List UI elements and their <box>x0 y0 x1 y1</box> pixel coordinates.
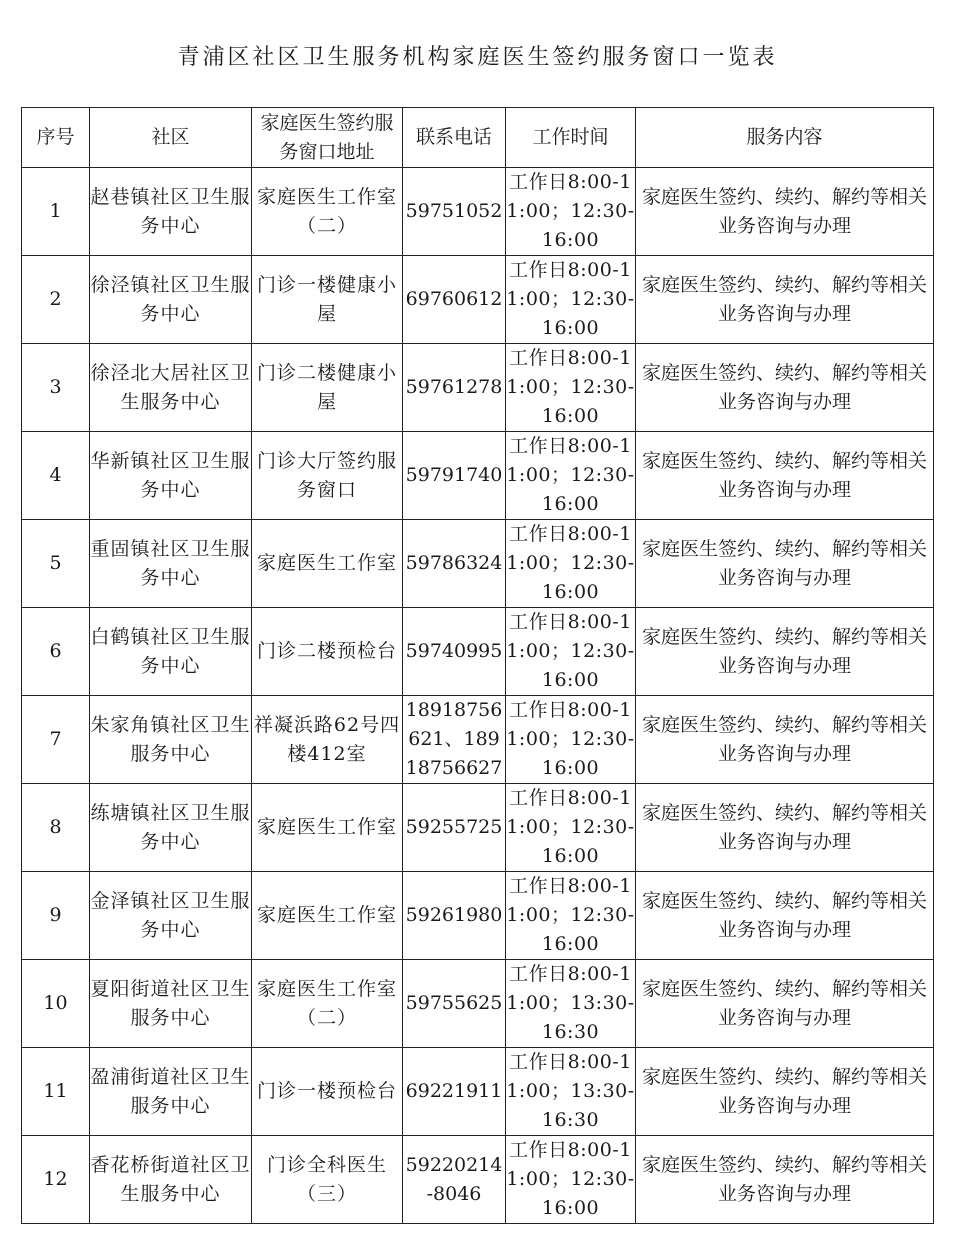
table-row <box>22 168 934 256</box>
row-community: 盈浦街道社区卫生服务中心 <box>90 1048 252 1136</box>
row-number: 4 <box>22 432 90 520</box>
row-phone: 18918756621、18918756627 <box>403 696 506 784</box>
row-community: 金泽镇社区卫生服务中心 <box>90 872 252 960</box>
row-number: 3 <box>22 344 90 432</box>
row-number: 10 <box>22 960 90 1048</box>
row-hours: 工作日8:00-11:00；12:30-16:00 <box>506 784 636 872</box>
table-row <box>22 344 934 432</box>
row-hours: 工作日8:00-11:00；13:30-16:30 <box>506 1048 636 1136</box>
row-address: 家庭医生工作室 <box>252 784 403 872</box>
row-hours: 工作日8:00-11:00；12:30-16:00 <box>506 696 636 784</box>
table-row <box>22 608 934 696</box>
row-number: 2 <box>22 256 90 344</box>
service-window-table <box>21 107 934 1224</box>
row-phone: 59755625 <box>403 960 506 1048</box>
row-hours: 工作日8:00-11:00；12:30-16:00 <box>506 520 636 608</box>
table-row <box>22 432 934 520</box>
row-hours: 工作日8:00-11:00；12:30-16:00 <box>506 872 636 960</box>
table-row <box>22 1048 934 1136</box>
row-address: 家庭医生工作室 <box>252 520 403 608</box>
row-address: 家庭医生工作室 <box>252 872 403 960</box>
table-header-row <box>22 108 934 168</box>
row-hours: 工作日8:00-11:00；12:30-16:00 <box>506 1136 636 1224</box>
row-service: 家庭医生签约、续约、解约等相关业务咨询与办理 <box>636 344 934 432</box>
row-address: 家庭医生工作室（二） <box>252 960 403 1048</box>
row-phone: 59261980 <box>403 872 506 960</box>
row-address: 门诊二楼健康小屋 <box>252 344 403 432</box>
page-title: 青浦区社区卫生服务机构家庭医生签约服务窗口一览表 <box>177 45 778 70</box>
row-service: 家庭医生签约、续约、解约等相关业务咨询与办理 <box>636 168 934 256</box>
row-hours: 工作日8:00-11:00；12:30-16:00 <box>506 344 636 432</box>
row-address: 祥凝浜路62号四楼412室 <box>252 696 403 784</box>
row-service: 家庭医生签约、续约、解约等相关业务咨询与办理 <box>636 1048 934 1136</box>
row-number: 12 <box>22 1136 90 1224</box>
row-community: 重固镇社区卫生服务中心 <box>90 520 252 608</box>
header-hours: 工作时间 <box>506 108 636 168</box>
row-address: 门诊大厅签约服务窗口 <box>252 432 403 520</box>
row-community: 练塘镇社区卫生服务中心 <box>90 784 252 872</box>
row-number: 9 <box>22 872 90 960</box>
row-service: 家庭医生签约、续约、解约等相关业务咨询与办理 <box>636 1136 934 1224</box>
row-community: 徐泾北大居社区卫生服务中心 <box>90 344 252 432</box>
row-service: 家庭医生签约、续约、解约等相关业务咨询与办理 <box>636 960 934 1048</box>
table-row <box>22 872 934 960</box>
table-row <box>22 256 934 344</box>
row-phone: 59740995 <box>403 608 506 696</box>
row-address: 家庭医生工作室（二） <box>252 168 403 256</box>
row-hours: 工作日8:00-11:00；12:30-16:00 <box>506 432 636 520</box>
row-phone: 69760612 <box>403 256 506 344</box>
row-phone: 69221911 <box>403 1048 506 1136</box>
row-service: 家庭医生签约、续约、解约等相关业务咨询与办理 <box>636 608 934 696</box>
row-community: 香花桥街道社区卫生服务中心 <box>90 1136 252 1224</box>
row-number: 1 <box>22 168 90 256</box>
row-community: 赵巷镇社区卫生服务中心 <box>90 168 252 256</box>
row-community: 白鹤镇社区卫生服务中心 <box>90 608 252 696</box>
header-community: 社区 <box>90 108 252 168</box>
row-service: 家庭医生签约、续约、解约等相关业务咨询与办理 <box>636 520 934 608</box>
row-service: 家庭医生签约、续约、解约等相关业务咨询与办理 <box>636 432 934 520</box>
row-community: 华新镇社区卫生服务中心 <box>90 432 252 520</box>
row-service: 家庭医生签约、续约、解约等相关业务咨询与办理 <box>636 784 934 872</box>
row-community: 夏阳街道社区卫生服务中心 <box>90 960 252 1048</box>
row-address: 门诊一楼预检台 <box>252 1048 403 1136</box>
row-phone: 59791740 <box>403 432 506 520</box>
row-address: 门诊二楼预检台 <box>252 608 403 696</box>
row-phone: 59786324 <box>403 520 506 608</box>
row-address: 门诊全科医生（三） <box>252 1136 403 1224</box>
row-hours: 工作日8:00-11:00；12:30-16:00 <box>506 256 636 344</box>
row-community: 朱家角镇社区卫生服务中心 <box>90 696 252 784</box>
row-number: 6 <box>22 608 90 696</box>
row-number: 5 <box>22 520 90 608</box>
table-row <box>22 696 934 784</box>
table-body <box>22 168 934 1224</box>
row-number: 7 <box>22 696 90 784</box>
row-service: 家庭医生签约、续约、解约等相关业务咨询与办理 <box>636 696 934 784</box>
row-phone: 59220214-8046 <box>403 1136 506 1224</box>
header-phone: 联系电话 <box>403 108 506 168</box>
row-address: 门诊一楼健康小屋 <box>252 256 403 344</box>
row-hours: 工作日8:00-11:00；12:30-16:00 <box>506 608 636 696</box>
header-no: 序号 <box>22 108 90 168</box>
table-row <box>22 1136 934 1224</box>
row-service: 家庭医生签约、续约、解约等相关业务咨询与办理 <box>636 872 934 960</box>
row-phone: 59751052 <box>403 168 506 256</box>
row-phone: 59255725 <box>403 784 506 872</box>
header-service: 服务内容 <box>636 108 934 168</box>
row-phone: 59761278 <box>403 344 506 432</box>
row-hours: 工作日8:00-11:00；12:30-16:00 <box>506 168 636 256</box>
table-row <box>22 960 934 1048</box>
table-row <box>22 784 934 872</box>
header-address: 家庭医生签约服务窗口地址 <box>252 108 403 168</box>
table-row <box>22 520 934 608</box>
row-number: 8 <box>22 784 90 872</box>
row-service: 家庭医生签约、续约、解约等相关业务咨询与办理 <box>636 256 934 344</box>
row-number: 11 <box>22 1048 90 1136</box>
row-hours: 工作日8:00-11:00；13:30-16:30 <box>506 960 636 1048</box>
row-community: 徐泾镇社区卫生服务中心 <box>90 256 252 344</box>
